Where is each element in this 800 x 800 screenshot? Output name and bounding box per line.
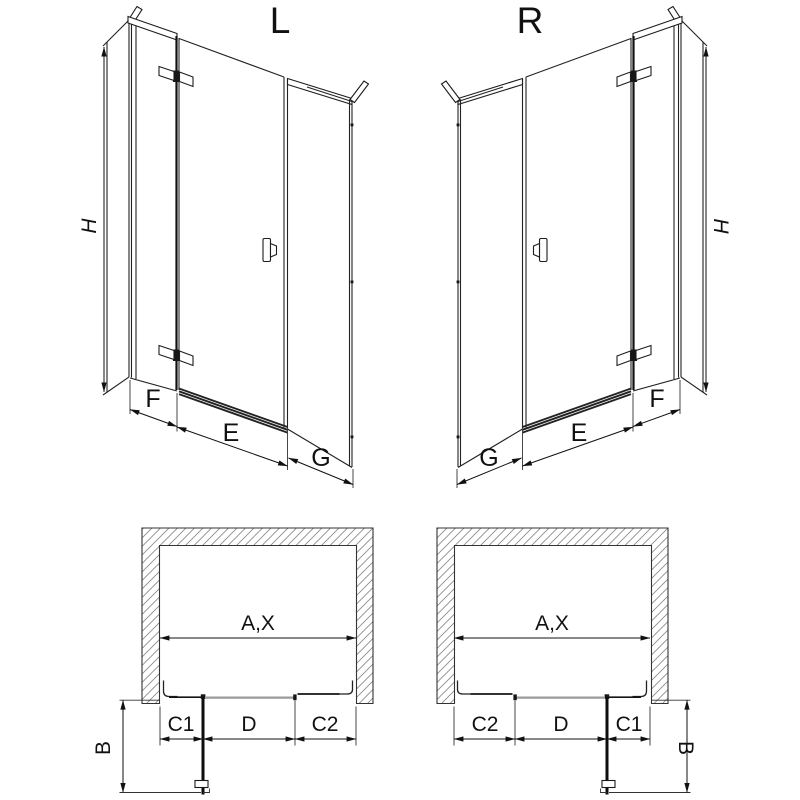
iso-left-e-label: E bbox=[222, 419, 240, 447]
plan-right-width-label: A,X bbox=[535, 612, 569, 635]
iso-right-title: R bbox=[516, 0, 544, 41]
plan-left-seg2-label: D bbox=[241, 713, 257, 736]
plan-right-diagram bbox=[437, 528, 691, 795]
iso-right-diagram bbox=[442, 7, 708, 489]
iso-right-g-label: G bbox=[479, 444, 499, 472]
iso-right-f-label: F bbox=[649, 385, 665, 413]
iso-left-g-label: G bbox=[311, 444, 331, 472]
iso-left-height-label: H bbox=[78, 218, 101, 234]
iso-left-title: L bbox=[269, 0, 291, 41]
plan-right-seg3-label: C1 bbox=[615, 713, 643, 736]
plan-left-depth-label: B bbox=[92, 740, 115, 756]
iso-right-height-label: H bbox=[709, 218, 732, 234]
plan-left-seg1-label: C1 bbox=[167, 713, 195, 736]
plan-left-width-label: A,X bbox=[241, 612, 275, 635]
plan-right-seg2-label: D bbox=[553, 713, 569, 736]
iso-right-e-label: E bbox=[570, 419, 588, 447]
plan-left-seg3-label: C2 bbox=[311, 713, 339, 736]
plan-right-seg1-label: C2 bbox=[471, 713, 499, 736]
plan-right-depth-label: B bbox=[674, 740, 697, 756]
plan-left-diagram bbox=[120, 528, 374, 795]
iso-left-diagram bbox=[103, 7, 369, 489]
iso-left-f-label: F bbox=[145, 385, 161, 413]
